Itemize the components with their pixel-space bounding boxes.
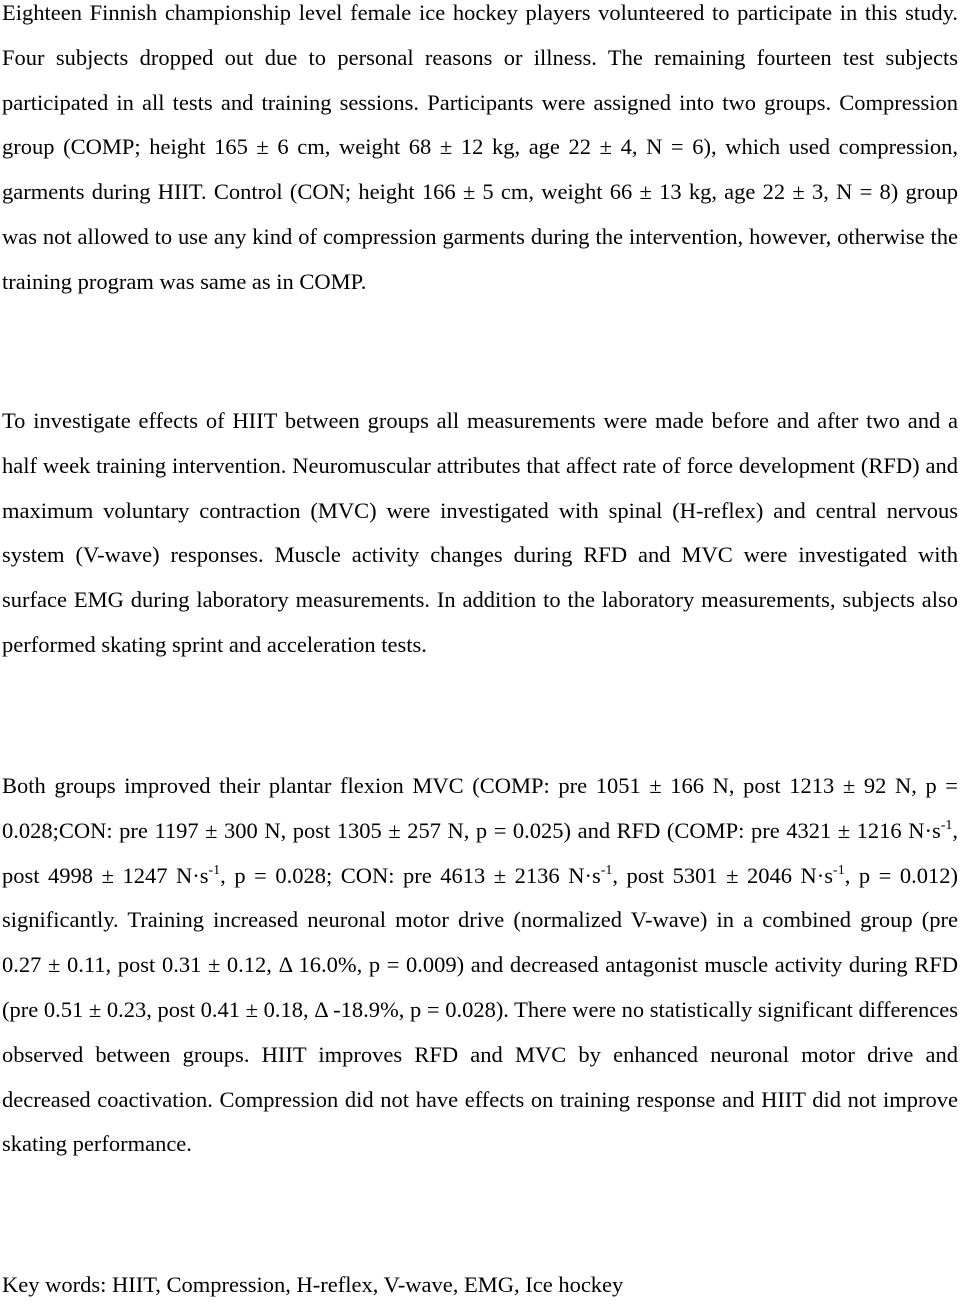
results-text: Both groups improved their plantar flexion MVC (COMP: pre 1051 ± 166 N, post 1213 ± 92 N, p = 0.028;CON: pre 1197 ± 300 N, post 1305 ± 257 N, p = 0.025) and RFD (COMP: pre 4321 ± 1216 N·s bbox=[2, 773, 958, 843]
results-text: -18.9%, p = 0.028). There were no statistically significant differences observed between groups. HIIT improves RFD and MVC by enhanced neuronal motor drive and decreased coactivation. Compression did not have effects on training response and HIIT did not improve skating performance. bbox=[2, 996, 958, 1157]
results-text: , post 5301 ± 2046 N·s bbox=[612, 862, 834, 888]
superscript-exponent: -1 bbox=[833, 862, 845, 878]
superscript-exponent: -1 bbox=[940, 817, 953, 833]
delta-symbol: Δ bbox=[278, 952, 292, 978]
results-text: , p = 0.012) significantly. Training increased neuronal motor drive (normalized V-wave) in a combined group (pre 0.27 ± 0.11, post 0.31 ± 0.12, bbox=[2, 862, 958, 978]
results-text: , post 4998 ± 1247 N·s bbox=[2, 817, 958, 888]
paragraph-participants: Eighteen Finnish championship level female ice hockey players volunteered to participate in this study. Four subjects dropped out due to personal reasons or illness. The remaining fourteen test subjects participated in all tests and training sessions. Participants were assigned into two groups. Compression group (COMP; height 165 ± 6 cm, weight 68 ± 12 kg, age 22 ± 4, N = 6), which used compression, garments during HIIT. Control (CON; height 166 ± 5 cm, weight 66 ± 13 kg, age 22 ± 3, N = 8) group was not allowed to use any kind of compression garments during the intervention, however, otherwise the training program was same as in COMP. bbox=[2, 0, 958, 294]
superscript-exponent: -1 bbox=[208, 862, 221, 878]
paragraph-methods: To investigate effects of HIIT between groups all measurements were made before and after two and a half week training intervention. Neuromuscular attributes that affect rate of force development (RFD) and maximum voluntary contraction (MVC) were investigated with spinal (H-reflex) and central nervous system (V-wave) responses. Muscle activity changes during RFD and MVC were investigated with surface EMG during laboratory measurements. In addition to the laboratory measurements, subjects also performed skating sprint and acceleration tests. bbox=[2, 408, 958, 657]
delta-symbol: Δ bbox=[314, 996, 328, 1022]
results-text: 16.0%, p = 0.009) and decreased antagonist muscle activity during RFD (pre 0.51 ± 0.23, post 0.41 ± 0.18, bbox=[2, 952, 958, 1022]
results-text: , p = 0.028; CON: pre 4613 ± 2136 N·s bbox=[220, 862, 601, 888]
superscript-exponent: -1 bbox=[600, 862, 613, 878]
paragraph-results bbox=[2, 764, 958, 1167]
keywords-line: Key words: HIIT, Compression, H-reflex, V-wave, EMG, Ice hockey bbox=[2, 1272, 624, 1297]
